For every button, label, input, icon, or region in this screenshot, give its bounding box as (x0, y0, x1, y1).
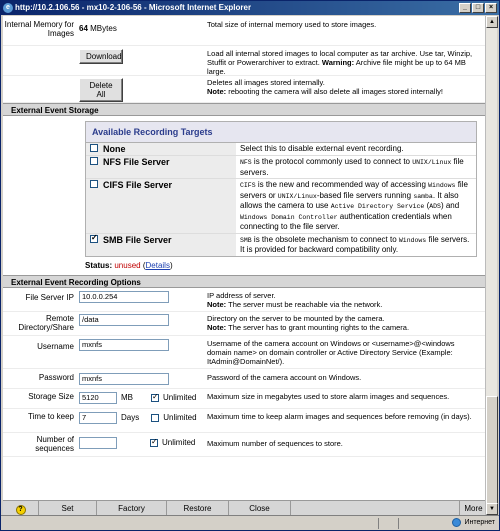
memory-desc: Total size of internal memory used to store images. (207, 20, 377, 29)
target-nfs[interactable]: NFS File Server NFS is the protocol commonly used to connect to UNIX/Linux file servers. (86, 156, 476, 179)
status-bar (1, 515, 499, 530)
maximize-button[interactable]: □ (472, 3, 484, 13)
more-button[interactable]: More (459, 501, 487, 516)
scroll-up-icon[interactable]: ▲ (486, 16, 498, 28)
title-bar (1, 1, 499, 15)
time-to-keep-input[interactable] (79, 412, 117, 424)
delete-row (3, 76, 487, 103)
username-input[interactable] (79, 339, 169, 351)
window-title: http://10.2.106.56 - mx10-2-106-56 - Microsoft Internet Explorer (15, 3, 252, 12)
memory-unit: MBytes (90, 24, 117, 33)
remote-dir-input[interactable] (79, 314, 169, 326)
password-input[interactable] (79, 373, 169, 385)
close-window-button[interactable]: × (485, 3, 497, 13)
scroll-thumb[interactable] (486, 396, 498, 506)
recording-options-header: External Event Recording Options (3, 275, 487, 288)
details-link[interactable]: Details (145, 260, 170, 270)
password-row: Password mxnfs Password of the camera account on Windows. (3, 369, 487, 389)
storage-status: Status: unused (Details) (85, 260, 173, 270)
storage-size-row: Storage Size 5120 MB ✓ Unlimited Maximum size in megabytes used to store alarm images and sequences. (3, 389, 487, 409)
internet-zone-icon (452, 518, 461, 527)
time-to-keep-row: Time to keep 7 Days Unlimited Maximum time to keep alarm images and sequences before removing (in days). (3, 409, 487, 433)
remote-dir-row: Remote Directory/Share /data Directory on the server to be mounted by the camera. Note: The server has to grant mounting rights to the camera. (3, 312, 487, 336)
security-zone: Интернет (452, 518, 495, 527)
num-sequences-row: Number of sequences ✓ Unlimited Maximum number of sequences to store. (3, 433, 487, 457)
delete-desc: Deletes all images stored internally. Note: rebooting the camera will also delete all images stored internally! (207, 78, 443, 96)
targets-title: Available Recording Targets (86, 122, 476, 143)
download-desc: Load all internal stored images to local computer as tar archive. Use tar, Winzip, Stuffit or Powerarchiver to extract. Warning: Archive file might be up to 64 MB large. (207, 49, 473, 76)
sequences-unlimited-checkbox[interactable] (150, 439, 158, 447)
page-content (3, 16, 487, 515)
help-icon[interactable]: ? (16, 505, 26, 515)
vertical-scrollbar[interactable] (485, 16, 497, 515)
target-cifs[interactable]: CIFS File Server CIFS is the new and recommended way of accessing Windows file servers or UNIX/Linux-based file servers running samba. It also allows the camera to use Active Directory Service (ADS) and Windows Domain Controller authentication credentials when connecting to the file server. (86, 179, 476, 234)
username-row: Username mxnfs Username of the camera account on Windows or <username>@<windows domain name> on domain controller or Active Directory Service (Example: ItAdmin@DomainNet/). (3, 336, 487, 369)
ie-logo-icon: e (3, 3, 13, 13)
set-button[interactable]: Set (39, 501, 97, 516)
memory-row (3, 16, 487, 46)
memory-label: Internal Memory for Images (4, 20, 74, 38)
memory-size: 64 (79, 24, 88, 33)
storage-unlimited-checkbox[interactable] (151, 394, 159, 402)
status-value: unused (114, 260, 141, 270)
scroll-down-icon[interactable]: ▼ (486, 503, 498, 515)
storage-size-input[interactable] (79, 392, 117, 404)
smb-checkbox[interactable] (90, 235, 98, 243)
restore-button[interactable]: Restore (167, 501, 229, 516)
target-smb[interactable]: ✓ SMB File Server SMB is the obsolete mechanism to connect to Windows file servers. It is provided for backward compatibility only. (86, 234, 476, 256)
action-bar (3, 500, 487, 515)
delete-all-button[interactable]: Delete All (79, 78, 123, 102)
target-none[interactable]: None Select this to disable external event recording. (86, 143, 476, 156)
time-unlimited-checkbox[interactable] (151, 414, 159, 422)
factory-button[interactable]: Factory (97, 501, 167, 516)
file-server-ip-input[interactable] (79, 291, 169, 303)
nfs-checkbox[interactable] (90, 157, 98, 165)
minimize-button[interactable]: _ (459, 3, 471, 13)
download-row (3, 46, 487, 76)
recording-targets (85, 121, 477, 257)
cifs-checkbox[interactable] (90, 180, 98, 188)
event-storage-header: External Event Storage (3, 103, 487, 116)
memory-value (79, 18, 207, 33)
download-button[interactable]: Download (79, 49, 123, 64)
num-sequences-input[interactable] (79, 437, 117, 449)
none-checkbox[interactable] (90, 144, 98, 152)
file-server-ip-row: File Server IP 10.0.0.254 IP address of server. Note: The server must be reachable via the network. (3, 288, 487, 312)
close-button[interactable]: Close (229, 501, 291, 516)
